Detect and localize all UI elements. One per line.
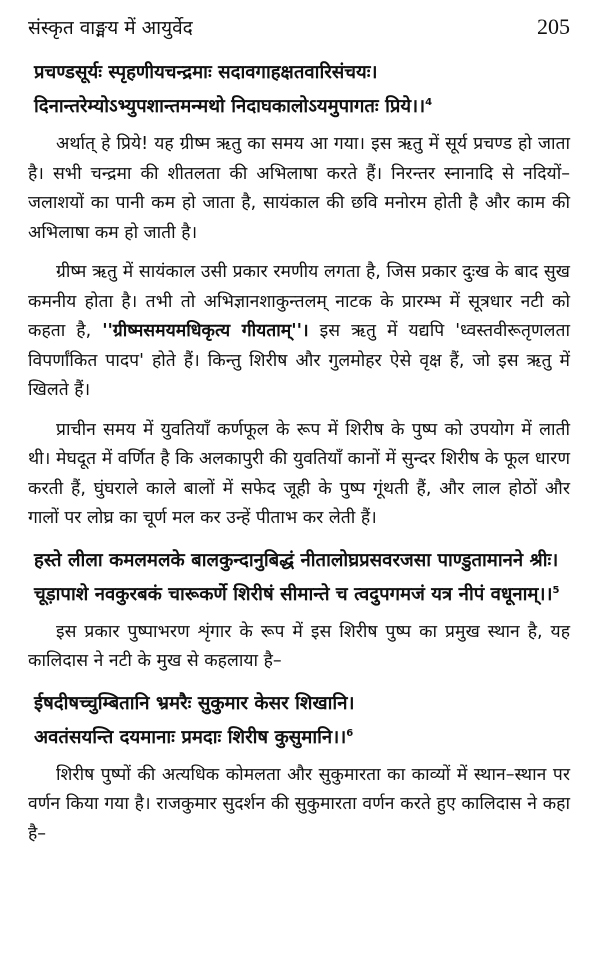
page-number: 205 bbox=[537, 14, 570, 39]
verse-2-line-2-text: चूड़ापाशे नवकुरबकं चारूकर्णे शिरीषं सीमान्ते च त्वदुपगमजं यत्र नीपं वधूनाम्।। bbox=[34, 583, 553, 605]
paragraph-2-text-a: ग्रीष्म ऋतु में सायंकाल उसी प्रकार रमणीय लगता है, जिस प्रकार दुःख के बाद सुख कमनीय होता है। तभी तो अभिज्ञानशाकुन्तलम् नाटक के प्रारम्भ में सूत्रधार नटी को कहता है, bbox=[28, 262, 570, 341]
footnote-ref-4: 4 bbox=[425, 96, 433, 108]
verse-3-line-1: ईषदीषच्चुम्बितानि भ्रमरैः सुकुमार केसर शिखानि। bbox=[34, 692, 355, 714]
paragraph-5: शिरीष पुष्पों की अत्यधिक कोमलता और सुकुमारता का काव्यों में स्थान–स्थान पर वर्णन किया गया है। राजकुमार सुदर्शन की सुकुमारता वर्णन करते हुए कालिदास ने कहा है– bbox=[28, 764, 570, 844]
paragraph-3: प्राचीन समय में युवतियाँ कर्णफूल के रूप में शिरीष के पुष्प को उपयोग में लाती थी। मेघदूत में वर्णित है कि अलकापुरी की युवतियाँ कानों में सुन्दर शिरीष के फूल धारण करती हैं, घुंघराले काले बालों में सफेद जूही के पुष्प गूंथती हैं, और लाल होठों और गालों पर लोघ्र का चूर्ण मल कर उन्हें पीताभ कर लेती हैं। bbox=[28, 419, 570, 528]
verse-2-line-2 bbox=[34, 578, 570, 612]
verse-1-line-2 bbox=[34, 90, 570, 124]
footnote-ref-6: 6 bbox=[346, 727, 354, 739]
footnote-ref-5: 5 bbox=[552, 584, 560, 596]
running-title: संस्कृत वाङ्मय में आयुर्वेद bbox=[28, 17, 193, 39]
verse-1-line-2-text: दिनान्तरेम्योऽभ्युपशान्तमन्मथो निदाघकालोऽयमुपागतः प्रिये।। bbox=[34, 96, 426, 117]
verse-3-line-2 bbox=[34, 721, 570, 755]
paragraph-2 bbox=[28, 258, 570, 406]
paragraph-4: इस प्रकार पुष्पाभरण शृंगार के रूप में इस शिरीष पुष्प का प्रमुख स्थान है, यह कालिदास ने नटी के मुख से कहलाया है– bbox=[28, 621, 570, 671]
verse-2-line-1: हस्ते लीला कमलमलके बालकुन्दानुबिद्धं नीतालोघ्रप्रसवरजसा पाण्डुतामानने श्रीः। bbox=[34, 549, 559, 571]
paragraph-2-text-b: इस ऋतु में यद्यपि 'ध्वस्तवीरूतृणलता विपर्णांकित पादप' होते हैं। किन्तु शिरीष और गुलमोहर ऐसे वृक्ष हैं, जो इस ऋतु में खिलते हैं। bbox=[28, 321, 570, 400]
page-body bbox=[28, 56, 570, 859]
verse-3-line-2-text: अवतंसयन्ति दयमानाः प्रमदाः शिरीष कुसुमानि।। bbox=[34, 726, 347, 748]
paragraph-1: अर्थात् हे प्रिये! यह ग्रीष्म ऋतु का समय आ गया। इस ऋतु में सूर्य प्रचण्ड हो जाता है। सभी चन्द्रमा की शीतलता की अभिलाषा करते हैं। निरन्तर स्नानादि से नदियों–जलाशयों का पानी कम हो जाता है, सायंकाल की छवि मनोरम होती है और काम की अभिलाषा कम हो जाती है। bbox=[28, 134, 570, 243]
paragraph-2-quote: ''ग्रीष्मसमयमधिकृत्य गीयताम्''। bbox=[102, 321, 309, 341]
running-header bbox=[28, 14, 570, 40]
verse-1-line-1: प्रचण्डसूर्यः स्पृहणीयचन्द्रमाः सदावगाहक्षतवारिसंचयः। bbox=[34, 62, 378, 83]
